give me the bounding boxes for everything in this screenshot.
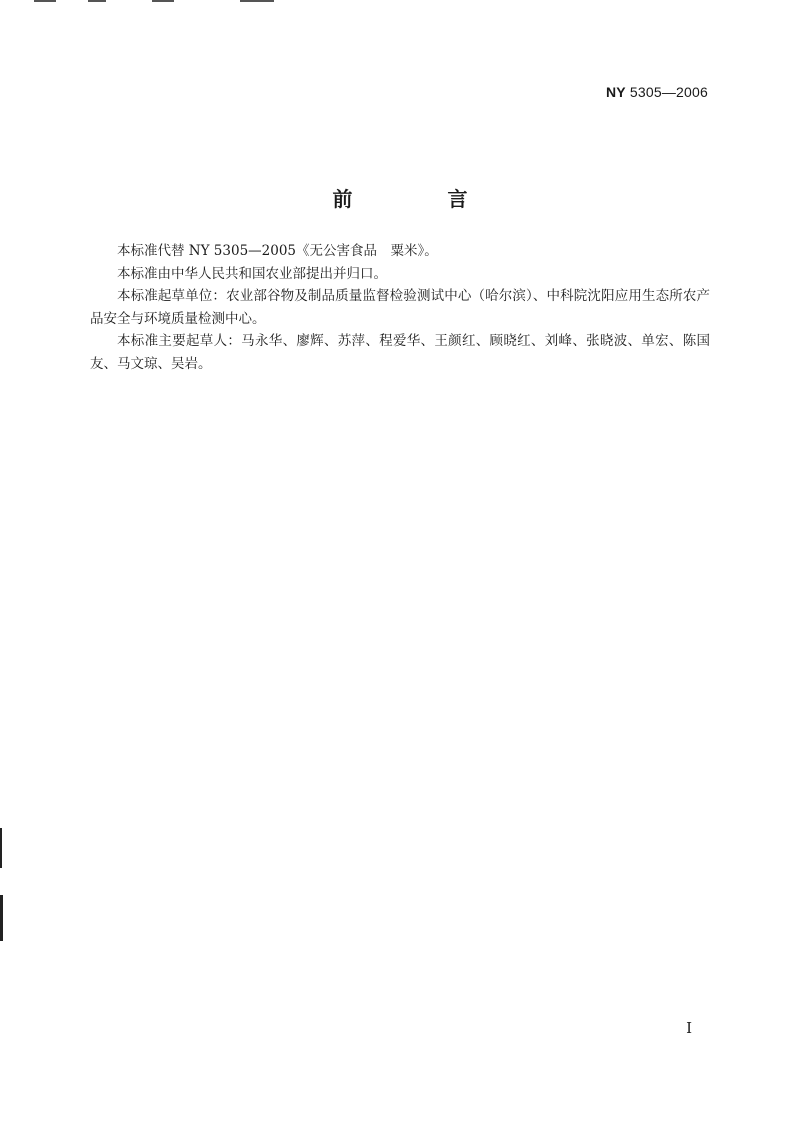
standard-code: 5305—2006 (629, 84, 708, 100)
paragraph-proposed-by: 本标准由中华人民共和国农业部提出并归口。 (117, 265, 387, 282)
paragraph-drafting-units: 本标准起草单位：农业部谷物及制品质量监督检验测试中心（哈尔滨）、中科院沈阳应用生态所农产品安全与环境质量检测中心。 (90, 288, 710, 327)
section-title: 前 言 (332, 187, 512, 211)
scan-artifact-top (34, 0, 56, 2)
standard-prefix: NY (605, 84, 626, 100)
standard-number (606, 84, 708, 100)
scan-artifact-top (152, 0, 174, 2)
paragraph-replaces: 本标准代替 NY 5305—2005《无公害食品 粟米》。 (117, 243, 438, 259)
paragraph-drafters: 本标准主要起草人：马永华、廖辉、苏萍、程爱华、王颜红、顾晓红、刘峰、张晓波、单宏、陈国友、马文琼、吴岩。 (90, 333, 710, 372)
scan-artifact-top (240, 0, 274, 2)
foreword-body (90, 240, 710, 375)
scan-artifact-left (0, 895, 3, 941)
scan-artifact-left (0, 828, 2, 868)
scan-artifact-top (88, 0, 106, 2)
page-number: I (686, 1019, 692, 1037)
